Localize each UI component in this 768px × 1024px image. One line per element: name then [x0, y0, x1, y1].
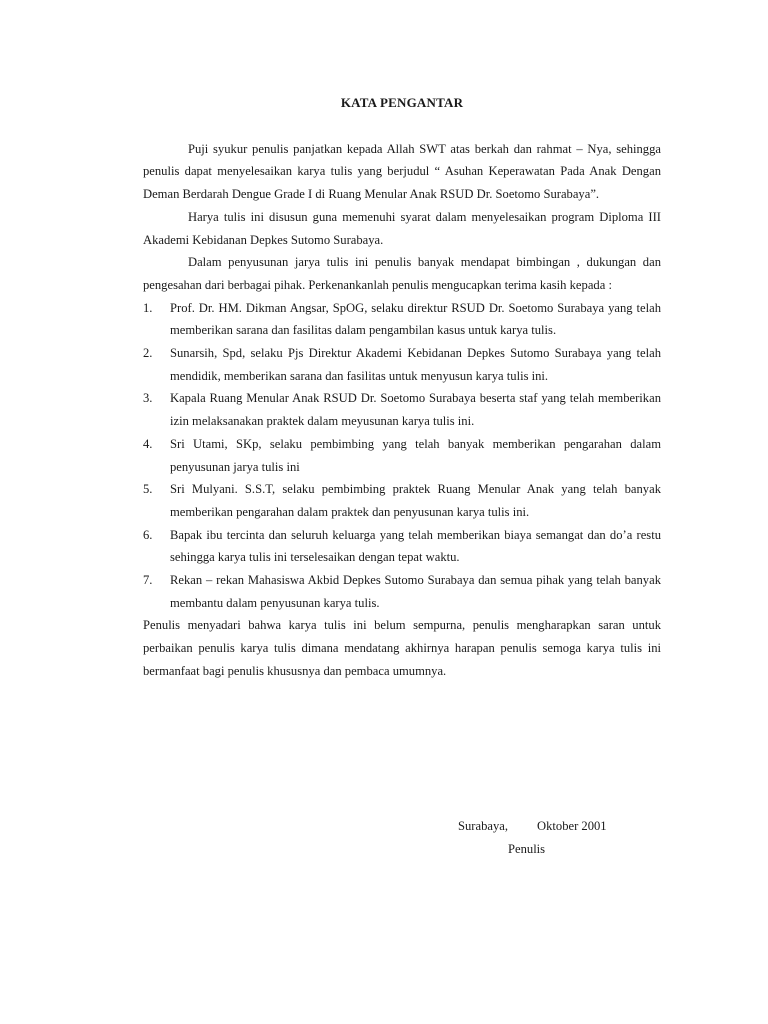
- list-number: 3.: [143, 391, 153, 406]
- page-title: KATA PENGANTAR: [340, 95, 464, 110]
- list-number: 2.: [143, 346, 153, 361]
- list-number: 5.: [143, 482, 153, 497]
- signature-author: Penulis: [508, 841, 546, 856]
- list-item: [143, 478, 661, 523]
- list-text: Sri Mulyani. S.S.T, selaku pembimbing praktek Ruang Menular Anak yang telah banyak memberikan pengarahan dalam praktek dan penyusunan karya tulis ini.: [170, 482, 661, 519]
- closing-paragraph: Penulis menyadari bahwa karya tulis ini belum sempurna, penulis mengharapkan saran untuk perbaikan penulis karya tulis dimana mendatang akhirnya harapan penulis semoga karya tulis ini bermanfaat bagi penulis khususnya dan pembaca umumnya.: [143, 618, 661, 678]
- list-text: Kapala Ruang Menular Anak RSUD Dr. Soetomo Surabaya beserta staf yang telah memberikan izin melaksanakan praktek dalam meyusunan karya tulis ini.: [170, 391, 661, 429]
- list-number: 6.: [143, 527, 153, 542]
- list-text: Bapak ibu tercinta dan seluruh keluarga yang telah memberikan biaya semangat dan do’a restu sehingga karya tulis ini terselesaikan dengan tepat waktu.: [170, 527, 661, 565]
- list-number: 1.: [143, 300, 153, 315]
- document-page: [143, 92, 661, 683]
- signature-date: Oktober 2001: [537, 819, 607, 833]
- list-number: 4.: [143, 436, 153, 451]
- list-item: [143, 342, 661, 387]
- intro-paragraph-3: Dalam penyusunan jarya tulis ini penulis banyak mendapat bimbingan , dukungan dan pengesahan dari berbagai pihak. Perkenankanlah penulis mengucapkan terima kasih kepada :: [143, 255, 661, 292]
- list-text: Sunarsih, Spd, selaku Pjs Direktur Akademi Kebidanan Depkes Sutomo Surabaya yang telah mendidik, memberikan sarana dan fasilitas untuk menyusun karya tulis ini.: [170, 346, 661, 383]
- list-item: [143, 524, 661, 569]
- signature-place-date: [458, 815, 607, 838]
- intro-paragraph-1: Puji syukur penulis panjatkan kepada Allah SWT atas berkah dan rahmat – Nya, sehingga penulis dapat menyelesaikan karya tulis yang berjudul “ Asuhan Keperawatan Pada Anak Dengan Deman Berdarah Dengue Grade I di Ruang Menular Anak RSUD Dr. Soetomo Surabaya”.: [143, 141, 661, 202]
- list-item: [143, 433, 661, 478]
- list-text: Prof. Dr. HM. Dikman Angsar, SpOG, selaku direktur RSUD Dr. Soetomo Surabaya yang telah memberikan sarana dan fasilitas dalam pengambilan kasus untuk karya tulis.: [170, 300, 661, 338]
- signature-block: [458, 815, 607, 860]
- intro-paragraph-2: Harya tulis ini disusun guna memenuhi syarat dalam menyelesaikan program Diploma III Akademi Kebidanan Depkes Sutomo Surabaya.: [143, 209, 661, 247]
- list-item: [143, 569, 661, 614]
- acknowledgement-list: [143, 297, 661, 615]
- list-text: Rekan – rekan Mahasiswa Akbid Depkes Sutomo Surabaya dan semua pihak yang telah banyak membantu dalam penyusunan karya tulis.: [170, 573, 661, 610]
- list-number: 7.: [143, 573, 153, 588]
- signature-city: Surabaya,: [458, 819, 509, 833]
- list-item: [143, 297, 661, 342]
- list-text: Sri Utami, SKp, selaku pembimbing yang telah banyak memberikan pengarahan dalam penyusunan jarya tulis ini: [170, 436, 661, 474]
- list-item: [143, 387, 661, 432]
